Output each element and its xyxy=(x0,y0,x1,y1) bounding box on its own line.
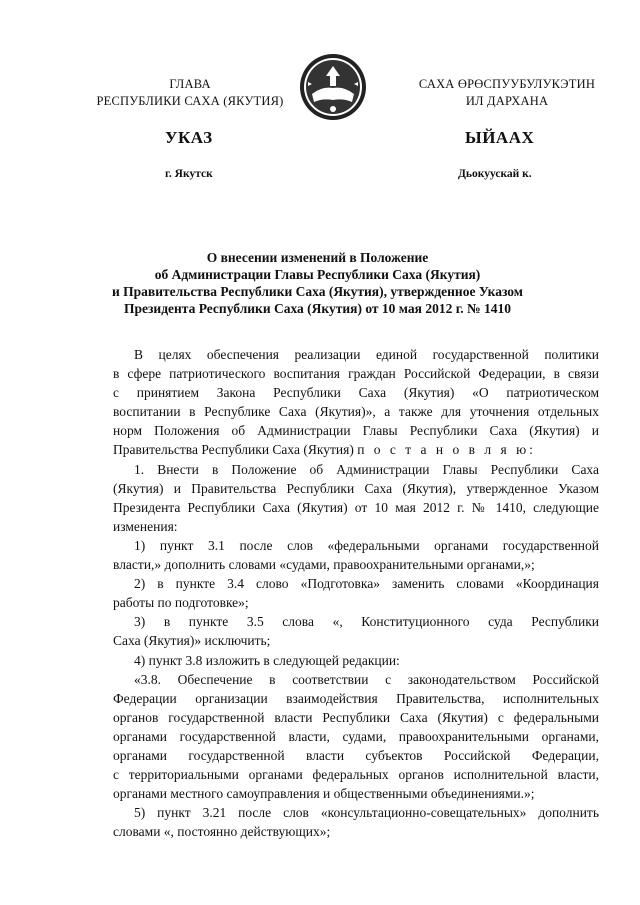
body-line: (Якутия) и Правительства Республики Саха (Якутия), утвержденное Указом xyxy=(113,480,599,496)
body-line: воспитании в Республике Саха (Якутия)», а также для уточнения отдельных xyxy=(113,404,599,420)
body-line: В целях обеспечения реализации единой государственной политики xyxy=(134,347,599,362)
body-line: изменения: xyxy=(113,518,178,534)
body-line: с территориальными органами федеральных органов исполнительной власти, xyxy=(113,767,599,783)
coat-of-arms-emblem xyxy=(298,52,368,122)
body-line: 1) пункт 3.1 после слов «федеральными органами государственной xyxy=(134,537,599,553)
body-line: органами местного самоуправления и общественными объединениями.»; xyxy=(113,786,535,802)
body-line: «3.8. Обеспечение в соответствии с законодательством Российской xyxy=(134,671,599,687)
issuer-ru-line-1: ГЛАВА xyxy=(169,77,211,91)
body-line: в сфере патриотического воспитания граждан Российской Федерации, в связи xyxy=(113,366,599,382)
body-line: Президента Республики Саха (Якутия) от 10 мая 2012 г. № 1410, следующие xyxy=(113,499,599,515)
issuer-sa xyxy=(392,76,622,110)
decree-subject-title xyxy=(60,249,575,317)
body-line: органами государственной власти, судами, правоохранительными органами, xyxy=(113,728,599,744)
body-line: 3) в пункте 3.5 слова «, Конституционного суда Республики xyxy=(134,614,599,630)
body-text: Правительства Республики Саха (Якутия) xyxy=(113,442,354,458)
subject-line: об Администрации Главы Республики Саха (Якутия) xyxy=(154,267,481,282)
place-ru: г. Якутск xyxy=(165,168,213,180)
document-type-sa: ЫЙААХ xyxy=(465,128,535,147)
issuer-ru xyxy=(60,76,320,110)
body-line: словами «, постоянно действующих»; xyxy=(113,824,331,840)
issuer-sa-line-1: САХА ӨРӨСПУУБУЛУКЭТИН xyxy=(418,77,596,91)
subject-line: О внесении изменений в Положение xyxy=(206,250,429,265)
body-line xyxy=(113,440,599,459)
body-line: 1. Внести в Положение об Администрации Главы Республики Саха xyxy=(134,461,599,477)
subject-line: и Правительства Республики Саха (Якутия), утвержденное Указом xyxy=(112,284,523,299)
body-line: норм Положения об Администрации Главы Республики Саха (Якутия) и xyxy=(113,423,599,439)
body-line: работы по подготовке»; xyxy=(113,595,249,611)
place-sa: Дьокуускай к. xyxy=(458,168,532,180)
body-line: власти,» дополнить словами «судами, правоохранительными органами,»; xyxy=(113,557,535,573)
document-type-ru: УКАЗ xyxy=(165,128,213,147)
subject-line: Президента Республики Саха (Якутия) от 10 мая 2012 г. № 1410 xyxy=(123,301,511,316)
issuer-sa-line-2: ИЛ ДАРХАНА xyxy=(465,94,549,108)
issuer-ru-line-2: РЕСПУБЛИКИ САХА (ЯКУТИЯ) xyxy=(96,94,284,108)
body-line: 4) пункт 3.8 изложить в следующей редакции: xyxy=(134,652,400,668)
body-line: органами государственной власти субъектов Российской Федерации, xyxy=(113,747,599,763)
body-line: Саха (Якутия)» исключить; xyxy=(113,633,271,649)
body-line: 5) пункт 3.21 после слов «консультационно-совещательных» дополнить xyxy=(134,805,599,821)
decree-verb: п о с т а н о в л я ю: xyxy=(357,442,536,458)
body-line: Федерации организации взаимодействия Правительства, исполнительных xyxy=(113,690,599,706)
decree-body xyxy=(113,345,599,841)
body-line: 2) в пункте 3.4 слово «Подготовка» заменить словами «Координация xyxy=(134,576,599,592)
body-line: органов государственной власти Республики Саха (Якутия) с федеральными xyxy=(113,709,599,725)
body-line: с принятием Закона Республики Саха (Якутия) «О патриотическом xyxy=(113,385,599,401)
